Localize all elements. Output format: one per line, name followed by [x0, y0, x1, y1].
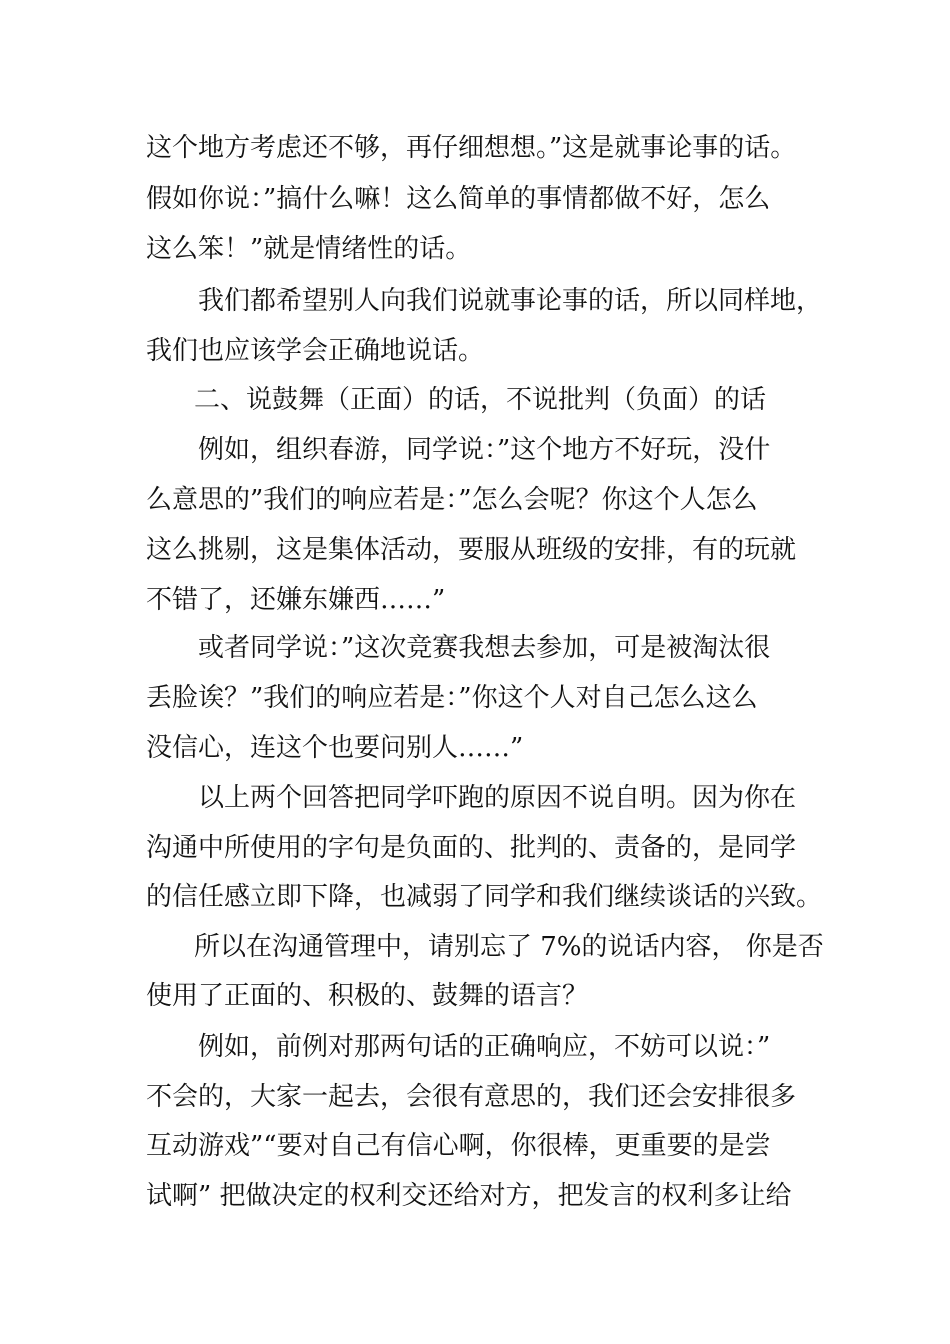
- text-line: 我们也应该学会正确地说话。: [146, 336, 485, 366]
- text-line: 互动游戏”“要对自己有信心啊，你很棒，更重要的是尝: [146, 1131, 771, 1161]
- text-line: 使用了正面的、积极的、鼓舞的语言？: [146, 981, 589, 1011]
- text-line: 这个地方考虑还不够，再仔细想想。”这是就事论事的话。: [146, 133, 797, 163]
- text-line: 所以在沟通管理中，请别忘了 7%的说话内容， 你是否: [194, 932, 824, 962]
- text-line: 或者同学说：”这次竞赛我想去参加，可是被淘汰很: [198, 633, 771, 663]
- text-line: 丢脸诶？”我们的响应若是：”你这个人对自己怎么这么: [146, 683, 758, 713]
- text-line: 不错了，还嫌东嫌西……”: [146, 585, 446, 615]
- text-line: 的信任感立即下降，也减弱了同学和我们继续谈话的兴致。: [146, 882, 823, 912]
- text-line: 这么挑剔，这是集体活动，要服从班级的安排，有的玩就: [146, 535, 797, 565]
- text-line: 沟通中所使用的字句是负面的、批判的、责备的，是同学: [146, 833, 797, 863]
- section-heading: 二、说鼓舞（正面）的话，不说批判（负面）的话: [194, 385, 767, 415]
- text-line: 例如，前例对那两句话的正确响应，不妨可以说：”: [198, 1032, 771, 1062]
- text-line: 不会的，大家一起去，会很有意思的，我们还会安排很多: [146, 1082, 797, 1112]
- text-line: 我们都希望别人向我们说就事论事的话，所以同样地，: [198, 286, 823, 316]
- text-line: 以上两个回答把同学吓跑的原因不说自明。因为你在: [198, 783, 797, 813]
- text-line: 假如你说：”搞什么嘛！这么简单的事情都做不好，怎么: [146, 184, 771, 214]
- text-line: 试啊” 把做决定的权利交还给对方，把发言的权利多让给: [146, 1181, 792, 1211]
- text-line: 这么笨！”就是情绪性的话。: [146, 234, 472, 264]
- text-line: 没信心，连这个也要问别人……”: [146, 733, 524, 763]
- text-line: 例如，组织春游，同学说：”这个地方不好玩，没什: [198, 435, 771, 465]
- text-line: 么意思的”我们的响应若是：”怎么会呢？你这个人怎么: [146, 485, 758, 515]
